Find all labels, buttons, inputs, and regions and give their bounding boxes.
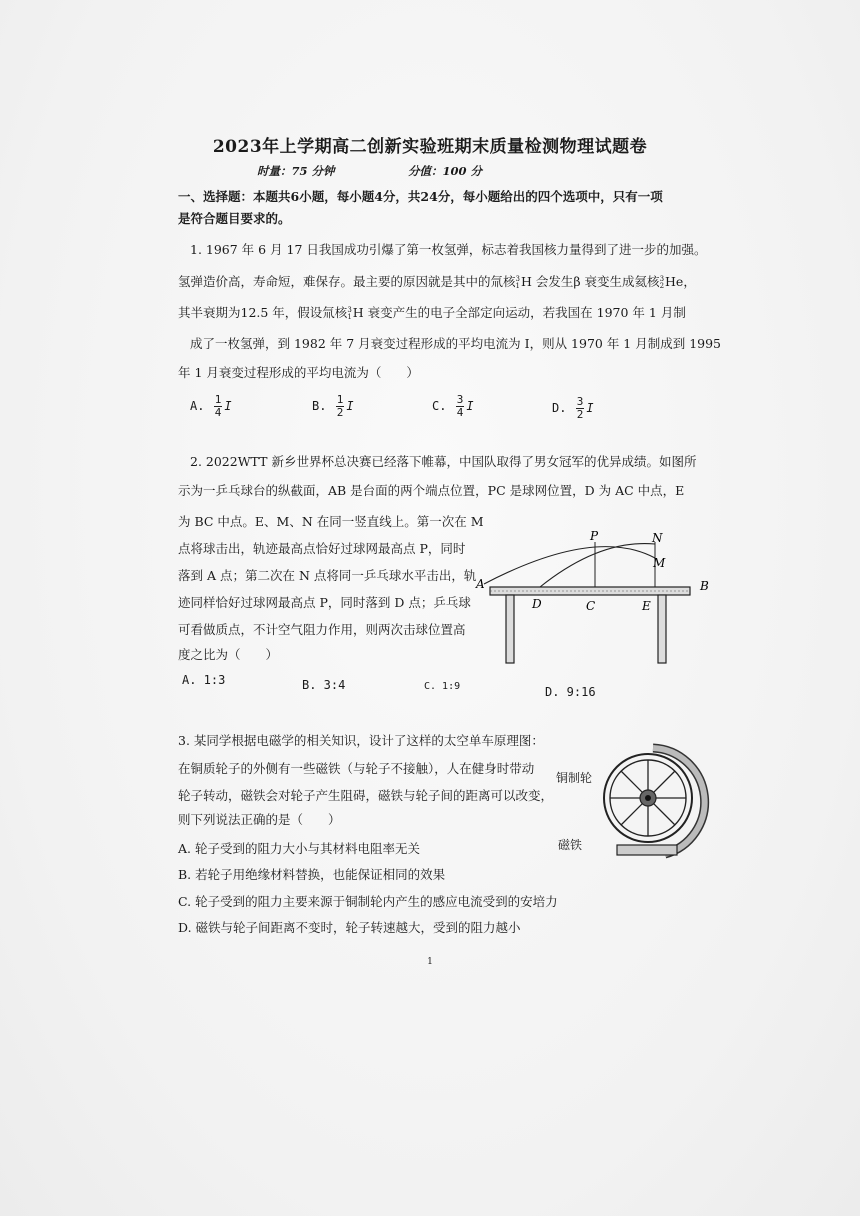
- q1-line5: 年 1 月衰变过程形成的平均电流为（ ）: [178, 365, 419, 380]
- q3-line4: 则下列说法正确的是（ ）: [178, 812, 341, 827]
- q1-option-c: C. $\frac{3}{4}$ I: [432, 393, 474, 419]
- exam-score: 分值：100 分: [408, 164, 483, 178]
- q1-line3: 其半衰期为12.5 年，假设氚核 3 1 H 衰变产生的电子全部定向运动，若我国在 1970 年 1 月制: [178, 305, 686, 321]
- q3-line3: 轮子转动，磁铁会对轮子产生阻碍，磁铁与轮子间的距离可以改变，: [178, 788, 554, 803]
- label-b: B: [700, 579, 709, 593]
- trajectory-2: [540, 544, 655, 587]
- q3-line1: 3. 某同学根据电磁学的相关知识，设计了这样的太空单车原理图：: [178, 733, 544, 748]
- q2-option-c: C. 1:9: [424, 681, 461, 692]
- label-c: C: [586, 599, 596, 613]
- copper-wheel-figure: [595, 742, 710, 862]
- q3-option-c: C. 轮子受到的阻力主要来源于铜制轮内产生的感应电流受到的安培力: [178, 894, 558, 909]
- q2-line1: 2. 2022WTT 新乡世界杯总决赛已经落下帷幕，中国队取得了男女冠军的优异成绩。如图所: [190, 454, 697, 469]
- wheel-base: [617, 845, 677, 855]
- q3-option-d: D. 磁铁与轮子间距离不变时，轮子转速越大，受到的阻力越小: [178, 920, 521, 935]
- wheel-axle: [645, 795, 651, 801]
- section1-instructions-line2: 是符合题目要求的。: [178, 211, 291, 226]
- q2-line6: 迹同样恰好过球网最高点 P，同时落到 D 点；乒乓球: [178, 595, 471, 610]
- trajectory-1: [484, 547, 655, 584]
- q1-line2: 氢弹造价高，寿命短，难保存。最主要的原因就是其中的氚核 3 1 H 会发生β 衰变生成氦核 3 2 He，: [178, 274, 696, 290]
- q1-line1: 1. 1967 年 6 月 17 日我国成功引爆了第一枚氢弹，标志着我国核力量得到了进一步的加强。: [190, 242, 707, 257]
- q1-option-a: A. $\frac{1}{4}$ I: [190, 393, 232, 419]
- q1-option-b: B. $\frac{1}{2}$ I: [312, 393, 354, 419]
- exam-time: 时量：75 分钟: [257, 164, 335, 178]
- q1-option-d: D. $\frac{3}{2}$ I: [552, 395, 594, 421]
- tritium-nuclide: 3 1: [515, 274, 520, 290]
- label-d: D: [532, 597, 542, 611]
- q2-option-a: A. 1:3: [182, 673, 226, 687]
- ping-pong-table-figure: [470, 530, 720, 665]
- q3-option-a: A. 轮子受到的阻力大小与其材料电阻率无关: [178, 841, 420, 856]
- exam-title: 2023年上学期高二创新实验班期末质量检测物理试题卷: [212, 137, 648, 157]
- helium-nuclide: 3 2: [659, 274, 665, 290]
- page-number: 1: [427, 957, 433, 967]
- q1-line4: 成了一枚氢弹，到 1982 年 7 月衰变过程形成的平均电流为 I，则从 1970 年 1 月制成到 1995: [190, 336, 722, 351]
- q2-option-b: B. 3:4: [302, 678, 346, 692]
- label-copper-wheel: 铜制轮: [556, 771, 593, 785]
- label-p: P: [590, 530, 599, 543]
- label-a: A: [476, 577, 485, 591]
- table-leg-right: [658, 595, 666, 663]
- q2-option-d: D. 9:16: [545, 685, 596, 699]
- label-e: E: [642, 599, 651, 613]
- table-leg-left: [506, 595, 514, 663]
- label-m: M: [653, 556, 666, 570]
- q2-line3: 为 BC 中点。E、M、N 在同一竖直线上。第一次在 M: [178, 514, 484, 529]
- section1-instructions-line1: 一、选择题：本题共6小题，每小题4分，共24分，每小题给出的四个选项中，只有一项: [178, 189, 663, 204]
- q3-option-b: B. 若轮子用绝缘材料替换，也能保证相同的效果: [178, 867, 446, 882]
- q2-line8: 度之比为（ ）: [178, 647, 279, 662]
- q2-line4: 点将球击出，轨迹最高点恰好过球网最高点 P，同时: [178, 541, 466, 556]
- q2-line5: 落到 A 点；第二次在 N 点将同一乒乓球水平击出，轨: [178, 568, 477, 583]
- q3-line2: 在铜质轮子的外侧有一些磁铁（与轮子不接触），人在健身时带动: [178, 761, 535, 776]
- q2-line7: 可看做质点，不计空气阻力作用，则两次击球位置高: [178, 622, 466, 637]
- label-n: N: [652, 531, 663, 545]
- q2-line2: 示为一乒乓球台的纵截面，AB 是台面的两个端点位置，PC 是球网位置，D 为 AC 中点，E: [178, 483, 685, 498]
- label-magnet: 磁铁: [558, 838, 583, 852]
